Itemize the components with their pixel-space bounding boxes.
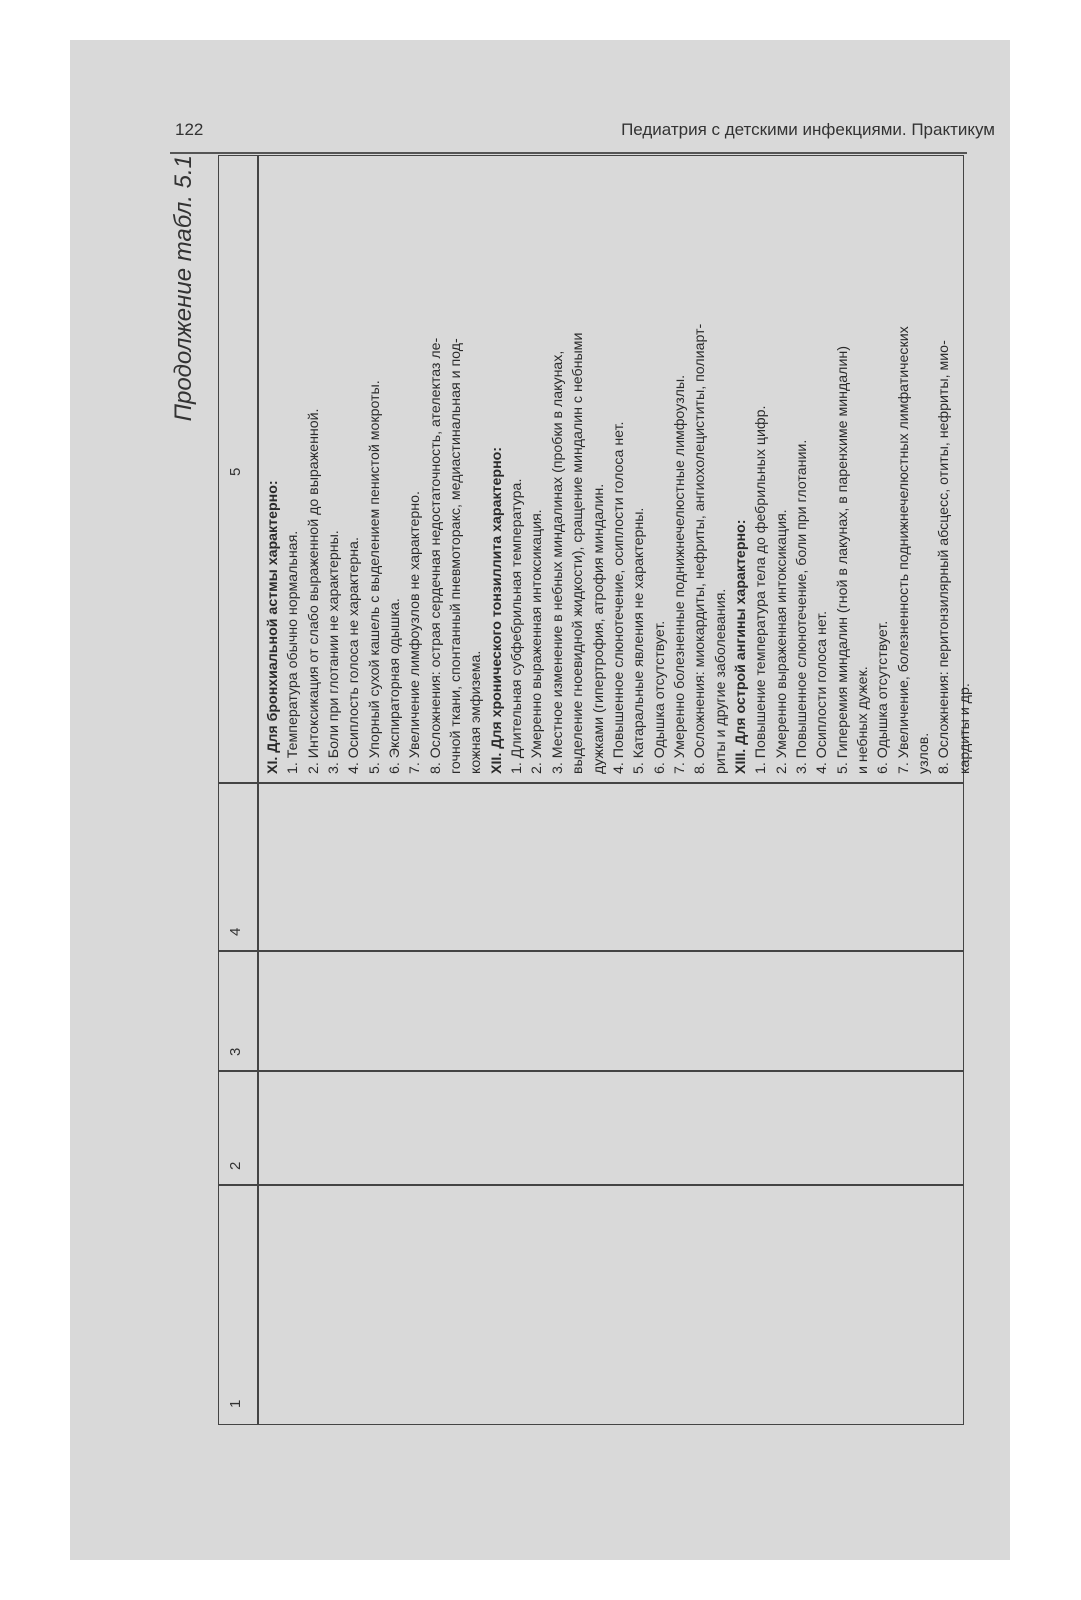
rotated-table-block bbox=[170, 155, 973, 1425]
column-number-5: 5 bbox=[227, 467, 244, 476]
scanned-page bbox=[70, 40, 1010, 1560]
text-line: 2. Умеренно выраженная интоксикация. bbox=[529, 509, 546, 774]
column-divider bbox=[219, 951, 963, 953]
column-number-3: 3 bbox=[227, 1047, 244, 1056]
table-caption: Продолжение табл. 5.1 bbox=[170, 155, 197, 422]
text-line: дужками (гипертрофия, атрофия миндалин. bbox=[590, 483, 607, 774]
text-line: выделение гноевидной жидкости), сращение миндалин с небными bbox=[570, 332, 587, 774]
text-line: 8. Осложнения: миокардиты, нефриты, ангиохолециститы, полиарт- bbox=[692, 323, 709, 774]
section-heading: XII. Для хронического тонзиллита характерно: bbox=[488, 446, 505, 774]
column-divider bbox=[219, 1071, 963, 1073]
text-line: гочной ткани, спонтанный пневмоторакс, медиастинальная и под- bbox=[448, 338, 465, 774]
text-line: 2. Умеренно выраженная интоксикация. bbox=[773, 509, 790, 774]
text-line: 1. Длительная субфебрильная температура. bbox=[509, 478, 526, 774]
text-line: 3. Местное изменение в небных миндалинах (пробки в лакунах, bbox=[549, 350, 566, 774]
text-line: 3. Повышенное слюнотечение, боли при глотании. bbox=[793, 439, 810, 774]
text-line: 3. Боли при глотании не характерны. bbox=[326, 530, 343, 774]
column-divider bbox=[219, 783, 963, 785]
column-number-4: 4 bbox=[227, 927, 244, 936]
text-line: и небных дужек. bbox=[854, 666, 871, 774]
text-line: 7. Умеренно болезненные поднижнечелюстные лимфоузлы. bbox=[671, 374, 688, 774]
text-line: 1. Температура обычно нормальная. bbox=[285, 530, 302, 774]
text-line: 8. Осложнения: перитонзилярный абсцесс, отиты, нефриты, мио- bbox=[936, 340, 953, 774]
running-title: Педиатрия с детскими инфекциями. Практикум bbox=[621, 120, 995, 139]
text-line: 7. Увеличение, болезненность поднижнечелюстных лимфатических bbox=[895, 326, 912, 774]
column-5-content bbox=[263, 162, 975, 774]
section-heading: XI. Для бронхиальной астмы характерно: bbox=[265, 480, 281, 774]
page-number: 122 bbox=[175, 120, 204, 139]
text-line: 4. Осиплость голоса не характерна. bbox=[346, 537, 363, 774]
text-line: 5. Катаральные явления не характерны. bbox=[631, 507, 648, 774]
text-line: 6. Одышка отсутствует. bbox=[651, 620, 668, 774]
text-line: 8. Осложнения: острая сердечная недостаточность, ателектаз ле- bbox=[427, 337, 444, 774]
text-line: 4. Осиплости голоса нет. bbox=[814, 610, 831, 774]
column-number-2: 2 bbox=[227, 1161, 244, 1170]
table-header-rule bbox=[257, 156, 259, 1424]
header-rule bbox=[170, 152, 967, 154]
text-line: 6. Одышка отсутствует. bbox=[875, 620, 892, 774]
text-line: 4. Повышенное слюнотечение, осиплости голоса нет. bbox=[610, 421, 627, 774]
text-line: 2. Интоксикация от слабо выраженной до выраженной. bbox=[305, 408, 322, 774]
text-line: 6. Экспираторная одышка. bbox=[387, 598, 404, 774]
text-line: узлов. bbox=[916, 732, 932, 774]
section-heading: XIII. Для острой ангины характерно: bbox=[732, 519, 749, 774]
text-line: 5. Упорный сухой кашель с выделением пенистой мокроты. bbox=[366, 380, 383, 774]
data-table bbox=[218, 155, 973, 1425]
text-line: риты и другие заболевания. bbox=[712, 588, 729, 774]
text-line: кожная эмфизема. bbox=[468, 650, 485, 774]
text-line: 5. Гиперемия миндалин (гной в лакунах, в паренхиме миндалин) bbox=[834, 346, 851, 774]
column-divider bbox=[219, 1185, 963, 1187]
text-line: 7. Увеличение лимфоузлов не характерно. bbox=[407, 491, 424, 774]
text-line: 1. Повышение температура тела до фебрильных цифр. bbox=[753, 405, 770, 774]
text-line: кардиты и др. bbox=[956, 683, 973, 774]
column-number-1: 1 bbox=[227, 1399, 244, 1408]
